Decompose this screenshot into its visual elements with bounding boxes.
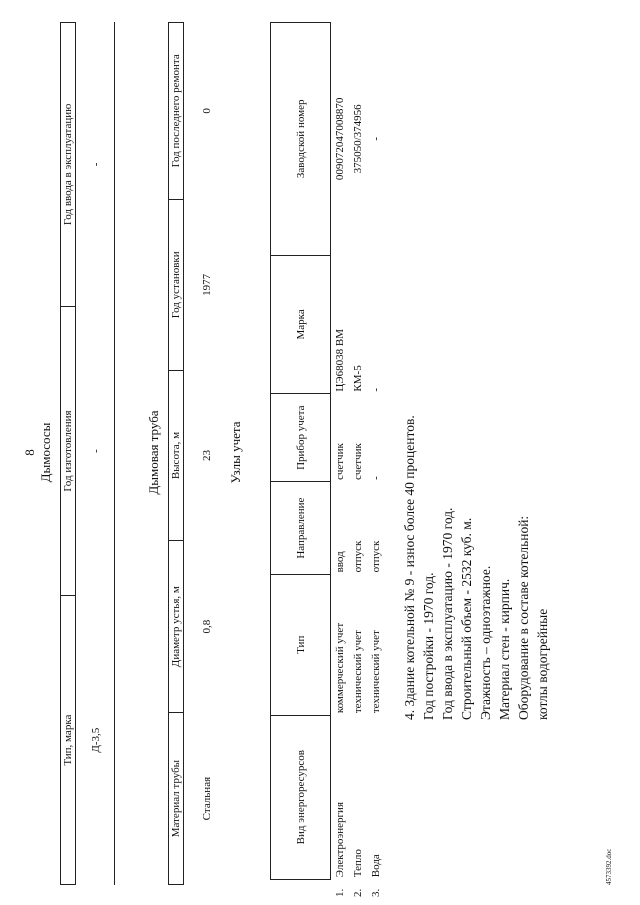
meters-table bbox=[270, 22, 385, 899]
row-number: 2. bbox=[351, 888, 364, 897]
cell-direction: отпуск bbox=[351, 540, 364, 573]
header-manufacture-year: Год изготовления bbox=[61, 306, 76, 596]
cell-brand: ЦЭ68038 ВМ bbox=[333, 329, 346, 392]
smoke-exhausters-table bbox=[60, 22, 116, 885]
smoke-exhausters-title: Дымососы bbox=[38, 422, 53, 483]
header-brand: Марка bbox=[271, 255, 331, 393]
building-info-line: Оборудование в составе котельной: bbox=[516, 515, 531, 720]
cell-last-repair-year: 0 bbox=[200, 108, 213, 114]
building-info bbox=[400, 160, 552, 720]
doc-reference: 4573392.doc bbox=[605, 848, 613, 885]
chimney-table bbox=[168, 22, 230, 885]
page-number: 8 bbox=[22, 449, 37, 456]
cell-commission-year: - bbox=[89, 162, 102, 167]
cell-brand: - bbox=[369, 387, 382, 392]
header-meter-type: Тип bbox=[271, 574, 331, 715]
table-row bbox=[367, 23, 385, 900]
chimney-title: Дымовая труба bbox=[146, 410, 161, 495]
row-number: 3. bbox=[369, 888, 382, 897]
meters-title: Узлы учета bbox=[228, 421, 243, 484]
cell-device: счетчик bbox=[333, 443, 346, 480]
header-mouth-diameter: Диаметр устья, м bbox=[169, 541, 184, 713]
header-direction: Направление bbox=[271, 482, 331, 575]
cell-device: счетчик bbox=[351, 443, 364, 480]
table-bottom-rule bbox=[114, 22, 115, 885]
cell-install-year: 1977 bbox=[200, 273, 213, 296]
cell-pipe-material: Стальная bbox=[200, 776, 213, 821]
cell-height: 23 bbox=[200, 450, 213, 462]
building-info-line: Год ввода в эксплуатацию - 1970 год. bbox=[440, 507, 455, 720]
building-info-line: котлы водогрейные bbox=[535, 608, 550, 720]
cell-type-brand: Д-3,5 bbox=[89, 727, 102, 753]
building-info-line: 4. Здание котельной № 9 - износ более 40 процентов. bbox=[402, 415, 417, 720]
cell-direction: отпуск bbox=[369, 540, 382, 573]
cell-meter-type: технический учет bbox=[369, 630, 382, 714]
cell-serial-number: 375050/374956 bbox=[351, 104, 364, 174]
table-row bbox=[349, 23, 367, 900]
cell-manufacture-year: - bbox=[89, 449, 102, 453]
cell-direction: ввод bbox=[333, 551, 346, 573]
cell-resource-kind: Электроэнергия bbox=[333, 801, 346, 878]
cell-resource-kind: Тепло bbox=[351, 849, 364, 878]
building-info-line: Год постройки - 1970 год. bbox=[421, 572, 436, 720]
cell-serial-number: - bbox=[369, 137, 382, 141]
header-resource-kind: Вид энергоресурсов bbox=[271, 715, 331, 879]
cell-brand: КМ-5 bbox=[351, 365, 364, 392]
row-number: 1. bbox=[333, 888, 346, 897]
header-commission-year: Год ввода в эксплуатацию bbox=[61, 23, 76, 307]
header-install-year: Год установки bbox=[169, 199, 184, 370]
cell-serial-number: 009072047008870 bbox=[333, 97, 346, 181]
building-info-line: Строительный объем - 2532 куб. м. bbox=[459, 517, 474, 720]
header-height: Высота, м bbox=[169, 370, 184, 540]
cell-meter-type: технический учет bbox=[351, 630, 364, 714]
header-pipe-material: Материал трубы bbox=[169, 713, 184, 885]
cell-meter-type: коммерческий учет bbox=[333, 622, 346, 714]
header-serial-number: Заводской номер bbox=[271, 23, 331, 256]
cell-resource-kind: Вода bbox=[369, 854, 382, 878]
cell-device: - bbox=[369, 476, 382, 480]
header-last-repair-year: Год последнего ремонта bbox=[169, 23, 184, 200]
header-device: Прибор учета bbox=[271, 394, 331, 482]
table-row bbox=[331, 23, 349, 900]
building-info-line: Материал стен - кирпич. bbox=[497, 578, 512, 720]
header-type-brand: Тип, марка bbox=[61, 596, 76, 885]
building-info-line: Этажность – одноэтажное. bbox=[478, 565, 493, 720]
cell-mouth-diameter: 0,8 bbox=[200, 619, 213, 634]
